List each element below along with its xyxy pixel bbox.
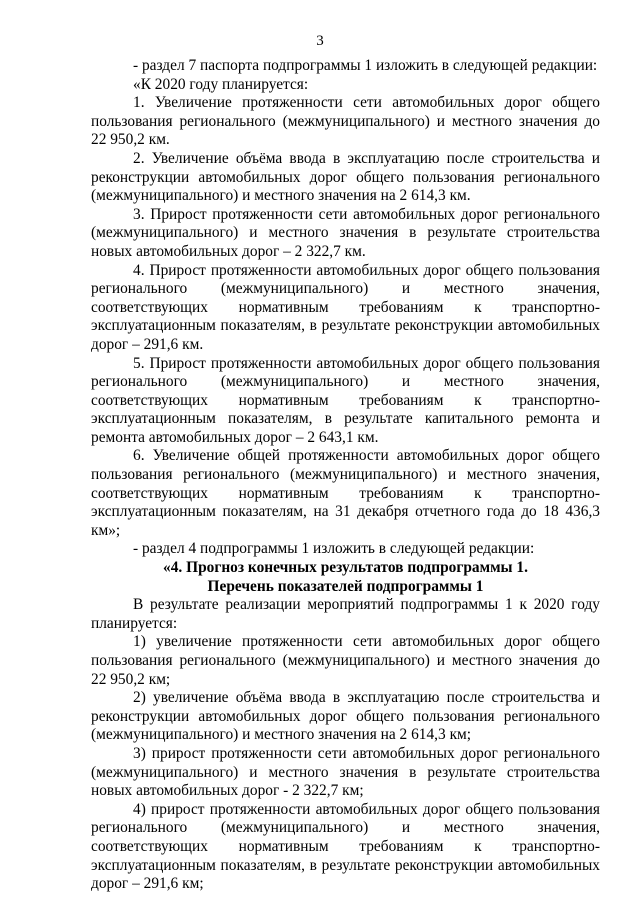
- section-subheading: Перечень показателей подпрограммы 1: [207, 577, 484, 595]
- paragraph-result-1: 1) увеличение протяженности сети автомобильных дорог общего пользования регионального (межмуниципального) и местного значения до 22 950,2 км;: [91, 633, 600, 688]
- paragraph-result-intro: В результате реализации мероприятий подпрограммы 1 к 2020 году планируется:: [91, 596, 600, 632]
- paragraph-item-4: 4. Прирост протяженности автомобильных дорог общего пользования регионального (межмуниципального) и местного значения, соответствующих нормативным требованиям к транспортно-эксплуатационным показателям, в результате реконструкции автомобильных дорог – 291,6 км.: [91, 261, 600, 353]
- section-heading: «4. Прогноз конечных результатов подпрограммы 1.: [163, 559, 528, 577]
- paragraph-item-3: 3. Прирост протяженности сети автомобильных дорог регионального (межмуниципального) и местного значения в результате строительства новых автомобильных дорог – 2 322,7 км.: [91, 205, 600, 260]
- paragraph-result-2: 2) увеличение объёма ввода в эксплуатацию после строительства и реконструкции автомобильных дорог общего пользования регионального (межмуниципального) и местного значения на 2 614,3 км;: [91, 689, 600, 744]
- paragraph-item-5: 5. Прирост протяженности автомобильных дорог общего пользования регионального (межмуниципального) и местного значения, соответствующих нормативным требованиям к транспортно-эксплуатационным показателям, в результате капитального ремонта и ремонта автомобильных дорог – 2 643,1 км.: [91, 354, 600, 446]
- paragraph-result-4: 4) прирост протяженности автомобильных дорог общего пользования регионального (межмуниципального) и местного значения, соответствующих нормативным требованиям к транспортно-эксплуатационным показателям, в результате реконструкции автомобильных дорог – 291,6 км;: [91, 800, 600, 893]
- paragraph-intro-section-7: - раздел 7 паспорта подпрограммы 1 изложить в следующей редакции:: [133, 57, 598, 74]
- paragraph-item-1: 1. Увеличение протяженности сети автомобильных дорог общего пользования регионального (межмуниципального) и местного значения до 22 950,2 км.: [91, 94, 600, 149]
- paragraph-result-3: 3) прирост протяженности сети автомобильных дорог регионального (межмуниципального) и местного значения в результате строительства новых автомобильных дорог - 2 322,7 км;: [91, 744, 600, 800]
- paragraph-item-2: 2. Увеличение объёма ввода в эксплуатацию после строительства и реконструкции автомобильных дорог общего пользования регионального (межмуниципального) и местного значения на 2 614,3 км.: [91, 149, 600, 205]
- paragraph-quote-open: «К 2020 году планируется:: [133, 75, 309, 93]
- paragraph-item-6: 6. Увеличение общей протяженности автомобильных дорог общего пользования регионального (межмуниципального) и местного значения, соответствующих нормативным требованиям к транспортно-эксплуатационным показателям, на 31 декабря отчетного года до 18 436,3 км»;: [91, 447, 600, 539]
- page-number: 3: [316, 33, 324, 49]
- document-body: [91, 57, 600, 894]
- paragraph-intro-section-4: - раздел 4 подпрограммы 1 изложить в следующей редакции:: [133, 540, 535, 558]
